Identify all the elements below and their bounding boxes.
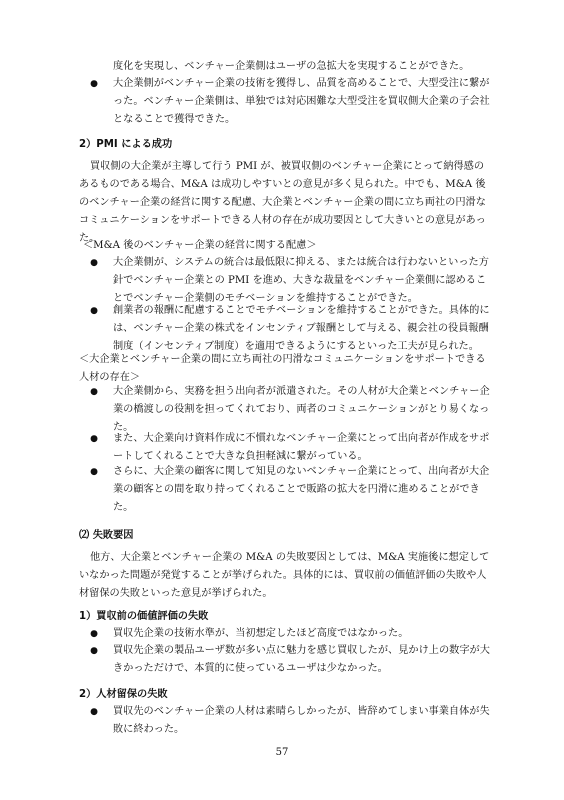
list-item bbox=[87, 254, 492, 308]
section-heading-valuation: 1）買収前の価値評価の失敗 bbox=[79, 611, 209, 623]
bullet-text: さらに、大企業の顧客に関して知見のないベンチャー企業にとって、出向者が大企業の顧客との間を取り持ってくれることで販路の拡大を円滑に進めることができた。 bbox=[113, 465, 490, 513]
pmi-paragraph: 買収側の大企業が主導して行う PMI が、被買収側のベンチャー企業にとって納得感のあるものである場合、M&A は成功しやすいとの意見が多く見られた。中でも、M&A 後のベンチャー企業の経営に関する配慮、大企業とベンチャー企業の間に立ち両社の円滑なコミュニケーションをサポートできる人材の存在が成功要因として大きいとの意見があった。 bbox=[79, 160, 486, 244]
list-item bbox=[87, 463, 492, 517]
list-item bbox=[87, 58, 492, 76]
bullet-icon: ● bbox=[90, 645, 98, 656]
page-number: 57 bbox=[275, 747, 289, 758]
bullet-icon: ● bbox=[90, 466, 98, 477]
list-item bbox=[87, 703, 492, 739]
list-item bbox=[87, 642, 492, 678]
bullet-text: また、大企業向け資料作成に不慣れなベンチャー企業にとって出向者が作成をサポートしてくれることで大きな負担軽減に繋がっている。 bbox=[113, 433, 490, 463]
bullet-text: 大企業側が、システムの統合は最低限に抑える、または統合は行わないといった方針でベンチャー企業との PMI を進め、大きな裁量をベンチャー企業側に認めることでベンチャー企業側のモチベーションを維持することができた。 bbox=[113, 257, 489, 305]
bullet-text: 度化を実現し、ベンチャー企業側はユーザの急拡大を実現することができた。 bbox=[113, 61, 470, 72]
bullet-icon: ● bbox=[90, 434, 98, 445]
bullet-icon: ● bbox=[90, 628, 98, 639]
bullet-icon: ● bbox=[90, 305, 98, 316]
bullet-icon: ● bbox=[90, 706, 98, 717]
section-heading-pmi: 2）PMI による成功 bbox=[79, 138, 173, 150]
sub-heading-liaison: ＜大企業とベンチャー企業の間に立ち両社の円滑なコミュニケーションをサポートできる人材の存在＞ bbox=[79, 353, 486, 383]
failure-paragraph: 他方、大企業とベンチャー企業の M&A の失敗要因としては、M&A 実施後に想定していなかった問題が発覚することが挙げられた。具体的には、買収前の価値評価の失敗や人材留保の失敗といった意見が挙げられた。 bbox=[79, 551, 490, 599]
list-item bbox=[87, 75, 492, 129]
list-item bbox=[87, 383, 492, 437]
list-item bbox=[87, 302, 492, 356]
section-heading-failure: ⑵ 失敗要因 bbox=[79, 529, 134, 541]
sub-heading-management: ＜M&A 後のベンチャー企業の経営に関する配慮＞ bbox=[83, 240, 317, 252]
bullet-text: 大企業側がベンチャー企業の技術を獲得し、品質を高めることで、大型受注に繋がった。ベンチャー企業側は、単独では対応困難な大型受注を買収側大企業の子会社となることで獲得できた。 bbox=[113, 77, 490, 125]
bullet-text: 買収先企業の技術水準が、当初想定したほど高度ではなかった。 bbox=[113, 627, 409, 639]
list-item bbox=[87, 430, 492, 466]
bullet-text: 創業者の報酬に配慮することでモチベーションを維持することができた。具体的には、ベンチャー企業の株式をインセンティブ報酬として与える、親会社の役員報酬制度（インセンティブ制度）を適用できるようにするといった工夫が見られた。 bbox=[113, 304, 490, 352]
bullet-text: 買収先のベンチャー企業の人材は素晴らしかったが、皆辞めてしまい事業自体が失敗に終わった。 bbox=[113, 705, 490, 735]
bullet-icon: ● bbox=[90, 78, 98, 89]
list-item bbox=[87, 625, 492, 643]
bullet-icon: ● bbox=[90, 386, 98, 397]
bullet-text: 大企業側から、実務を担う出向者が派遣された。その人材が大企業とベンチャー企業の橋渡しの役割を担ってくれており、両者のコミュニケーションがとり易くなった。 bbox=[113, 385, 490, 433]
bullet-icon: ● bbox=[90, 258, 98, 269]
section-heading-retention: 2）人材留保の失敗 bbox=[79, 688, 168, 700]
bullet-text: 買収先企業の製品ユーザ数が多い点に魅力を感じ買収したが、見かけ上の数字が大きかっただけで、本質的に使っているユーザは少なかった。 bbox=[113, 644, 490, 674]
